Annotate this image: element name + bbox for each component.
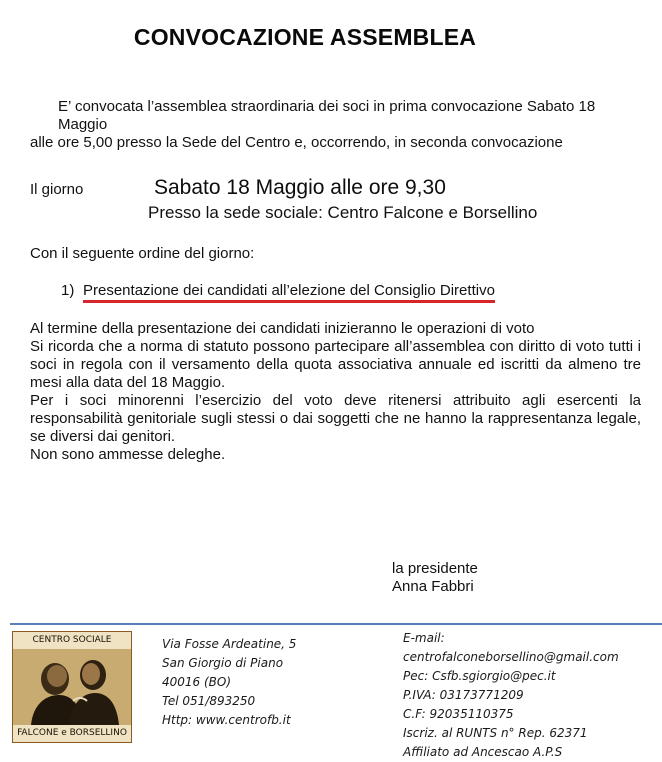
- email-link[interactable]: E-mail: centrofalconeborsellino@gmail.com: [403, 631, 619, 664]
- signature-name: Anna Fabbri: [392, 578, 474, 595]
- logo-portrait-icon: [13, 649, 131, 725]
- tax-code: C.F: 92035110375: [403, 707, 514, 721]
- second-call-place: Presso la sede sociale: Centro Falcone e Borsellino: [148, 203, 538, 222]
- intro-line-2: alle ore 5,00 presso la Sede del Centro e, occorrendo, in seconda convocazione: [30, 134, 563, 151]
- notice-body: [30, 320, 641, 464]
- address-line: 40016 (BO): [162, 675, 232, 689]
- logo-bottom-text: FALCONE e BORSELLINO: [13, 725, 131, 742]
- vat-number: P.IVA: 03173771209: [403, 688, 524, 702]
- affiliation: Affiliato ad Ancescao A.P.S: [403, 745, 563, 759]
- website-link[interactable]: Http: www.centrofb.it: [162, 713, 291, 727]
- agenda-item: [61, 282, 495, 299]
- runts-registration: Iscriz. al RUNTS n° Rep. 62371: [403, 726, 588, 740]
- association-logo: [12, 631, 132, 743]
- address-line: Via Fosse Ardeatine, 5: [162, 637, 297, 651]
- footer-separator: [10, 623, 662, 625]
- intro-paragraph: [30, 98, 648, 152]
- signature-block: [392, 560, 478, 596]
- body-paragraph: Non sono ammesse deleghe.: [30, 446, 226, 463]
- pec-link[interactable]: Pec: Csfb.sgiorgio@pec.it: [403, 669, 556, 683]
- agenda-item-text: Presentazione dei candidati all’elezione del Consiglio Direttivo: [83, 282, 495, 303]
- body-paragraph: Per i soci minorenni l’esercizio del voto deve ritenersi attribuito agli esercenti la responsabilità genitoriale sugli stessi o dai soggetti che ne hanno la rappresentanza legale, se diversi dai genitori.: [30, 392, 641, 445]
- agenda-item-number: 1): [61, 282, 75, 299]
- body-paragraph: Al termine della presentazione dei candidati inizieranno le operazioni di voto: [30, 320, 535, 337]
- intro-line-1: E’ convocata l’assemblea straordinaria dei soci in prima convocazione Sabato 18 Maggio: [58, 98, 596, 133]
- body-paragraph: Si ricorda che a norma di statuto possono partecipare all’assemblea con diritto di voto tutti i soci in regola con il versamento della quota associativa annuale ed iscritti da almeno tre mesi alla data del 18 Maggio.: [30, 338, 641, 391]
- second-call-date: Sabato 18 Maggio alle ore 9,30: [154, 176, 446, 199]
- document-title: CONVOCAZIONE ASSEMBLEA: [133, 24, 477, 50]
- logo-top-text: CENTRO SOCIALE: [13, 632, 131, 649]
- address-line: San Giorgio di Piano: [162, 656, 284, 670]
- second-call-label: Il giorno: [30, 181, 84, 198]
- signature-role: la presidente: [392, 560, 478, 577]
- footer-address: [162, 635, 296, 730]
- phone-line: Tel 051/893250: [162, 694, 256, 708]
- agenda-heading: Con il seguente ordine del giorno:: [30, 245, 255, 262]
- footer-contacts: [403, 629, 662, 762]
